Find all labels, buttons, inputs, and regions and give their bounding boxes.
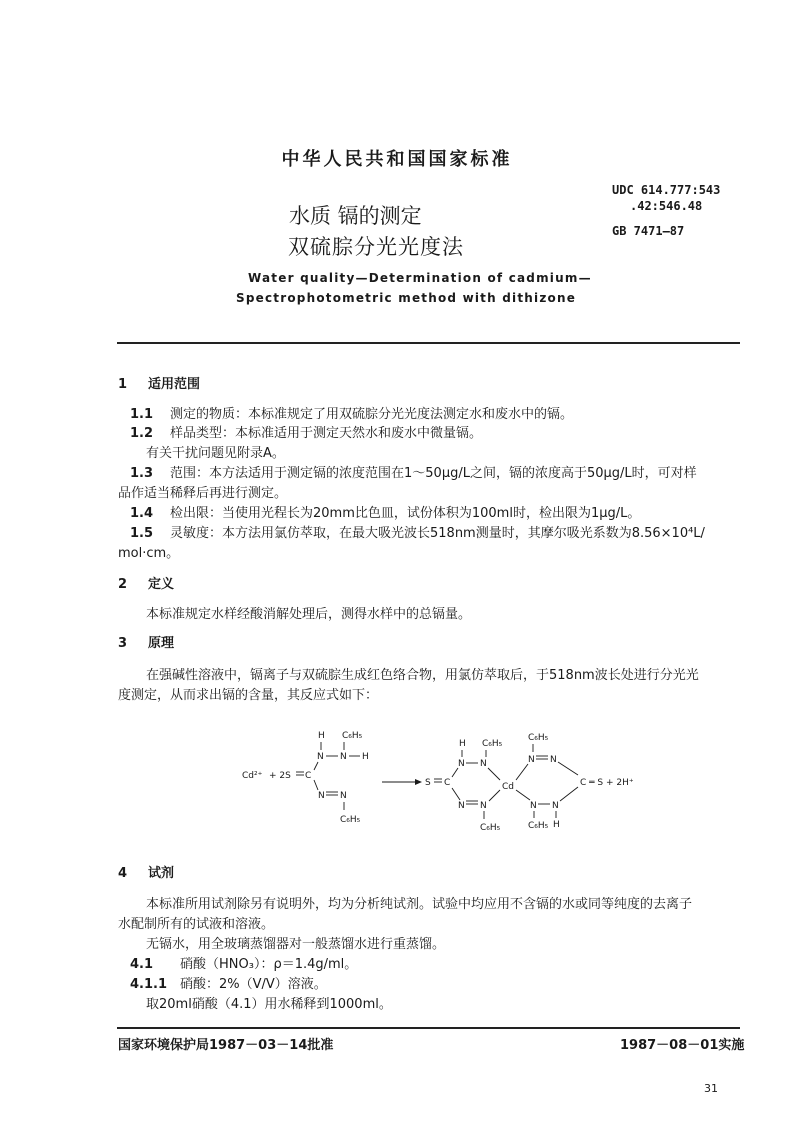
dithizone-carbon: C [305, 771, 312, 781]
section-number: 2 [118, 577, 128, 592]
section-title: 原理 [148, 636, 175, 651]
complex-h-top: H [459, 739, 466, 749]
complex-h-lr: H [553, 820, 560, 830]
effective-date: 1987－08－01实施 [620, 1038, 745, 1053]
clause-1-2 [130, 422, 482, 441]
complex-n-ul2: N [480, 759, 487, 769]
dithizone-n1: N [317, 752, 324, 762]
section-3-heading [118, 632, 174, 651]
clause-1-5-cont: mol·cm。 [118, 546, 180, 561]
complex-c6h5-ur: C₆H₅ [528, 733, 549, 743]
reaction-equation-diagram [230, 728, 700, 838]
gb-number: GB 7471—87 [612, 224, 685, 238]
complex-right-end: C ═ S + 2H⁺ [580, 778, 634, 788]
clause-number: 4.1.1 [130, 977, 168, 992]
clause-1-2-note: 有关干扰问题见附录A。 [146, 446, 285, 461]
section-title: 适用范围 [148, 377, 201, 392]
clause-number: 1.4 [130, 506, 154, 521]
dithizone-n2: N [340, 752, 347, 762]
complex-n-ll2: N [480, 801, 487, 811]
complex-sulfur-left: S [425, 778, 431, 788]
clause-text: 灵敏度：本方法用氯仿萃取，在最大吸光波长518nm测量时，其摩尔吸光系数为8.56×10⁴L/ [170, 526, 705, 541]
clause-text: 范围：本方法适用于测定镉的浓度范围在1～50μg/L之间，镉的浓度高于50μg/L时，可对样 [170, 466, 697, 481]
clause-1-1 [130, 403, 573, 422]
clause-1-3-cont: 品作适当稀释后再进行测定。 [118, 486, 288, 501]
section-2-text: 本标准规定水样经酸消解处理后，测得水样中的总镉量。 [146, 607, 472, 622]
complex-c6h5-ul: C₆H₅ [482, 739, 503, 749]
document-title-line-1: 水质 镉的测定 [289, 204, 422, 228]
dithizone-h-right: H [362, 752, 369, 762]
clause-text: 检出限：当使用光程长为20mm比色皿，试份体积为100ml时，检出限为1μg/L。 [170, 506, 641, 521]
plus-2s-label: + 2S [269, 771, 291, 781]
section-3-text-1: 在强碱性溶液中，镉离子与双硫腙生成红色络合物，用氯仿萃取后，于518nm波长处进行分光光 [146, 668, 699, 683]
dithizone-c6h5-top: C₆H₅ [342, 731, 363, 741]
clause-4-1-1 [130, 973, 327, 992]
section-number: 4 [118, 866, 128, 881]
issuer-title: 中华人民共和国国家标准 [281, 149, 513, 170]
section-title: 试剂 [148, 866, 175, 881]
clause-text: 样品类型：本标准适用于测定天然水和废水中微量镉。 [170, 426, 483, 441]
section-4-text-2: 水配制所有的试液和溶液。 [118, 917, 275, 932]
clause-number: 4.1 [130, 957, 154, 972]
dithizone-c6h5-bottom: C₆H₅ [340, 815, 361, 825]
complex-n-ll1: N [458, 801, 465, 811]
section-number: 1 [118, 377, 128, 392]
clause-number: 1.1 [130, 407, 154, 422]
udc-number [612, 182, 720, 214]
section-number: 3 [118, 636, 128, 651]
complex-c6h5-lr: C₆H₅ [528, 821, 549, 831]
clause-text: 硝酸（HNO₃）：ρ＝1.4g/ml。 [180, 957, 358, 972]
udc-line-2: .42:546.48 [630, 199, 703, 213]
section-4-heading [118, 862, 174, 881]
complex-n-ur2: N [550, 755, 557, 765]
page-number: 31 [704, 1082, 718, 1095]
complex-n-ul1: N [458, 759, 465, 769]
english-title-line-1: Water quality—Determination of cadmium— [248, 271, 592, 285]
complex-cadmium: Cd [502, 782, 514, 792]
complex-n-lr2: N [552, 801, 559, 811]
clause-text: 硝酸：2%（V/V）溶液。 [180, 977, 327, 992]
section-4-text-1: 本标准所用试剂除另有说明外，均为分析纯试剂。试验中均应用不含镉的水或同等纯度的去离子 [146, 897, 693, 912]
section-title: 定义 [148, 577, 175, 592]
clause-number: 1.3 [130, 466, 154, 481]
document-title-line-2: 双硫腙分光光度法 [288, 235, 464, 259]
clause-text: 测定的物质：本标准规定了用双硫腙分光光度法测定水和废水中的镉。 [170, 407, 574, 422]
complex-n-lr1: N [530, 801, 537, 811]
complex-c6h5-ll: C₆H₅ [480, 823, 501, 833]
section-1-heading [118, 373, 200, 392]
clause-4-1 [130, 953, 357, 972]
clause-4-1-1-note: 取20ml硝酸（4.1）用水稀释到1000ml。 [146, 997, 392, 1012]
section-2-heading [118, 573, 174, 592]
clause-number: 1.2 [130, 426, 154, 441]
header-divider [117, 342, 740, 344]
dithizone-h-top: H [318, 731, 325, 741]
approval-date: 国家环境保护局1987－03－14批准 [118, 1038, 334, 1053]
clause-number: 1.5 [130, 526, 154, 541]
complex-n-ur1: N [528, 755, 535, 765]
clause-1-5 [130, 522, 705, 541]
dithizone-n4: N [340, 791, 347, 801]
clause-1-3 [130, 462, 697, 481]
clause-1-4 [130, 502, 640, 521]
cd-ion-label: Cd²⁺ [242, 771, 263, 781]
section-4-text-3: 无镉水，用全玻璃蒸馏器对一般蒸馏水进行重蒸馏。 [146, 937, 446, 952]
dithizone-n3: N [318, 791, 325, 801]
english-title-line-2: Spectrophotometric method with dithizone [236, 291, 577, 305]
footer-divider [117, 1027, 740, 1029]
udc-line-1: UDC 614.777:543 [612, 183, 721, 197]
section-3-text-2: 度测定，从而求出镉的含量，其反应式如下： [118, 688, 379, 703]
complex-carbon-left: C [444, 778, 451, 788]
